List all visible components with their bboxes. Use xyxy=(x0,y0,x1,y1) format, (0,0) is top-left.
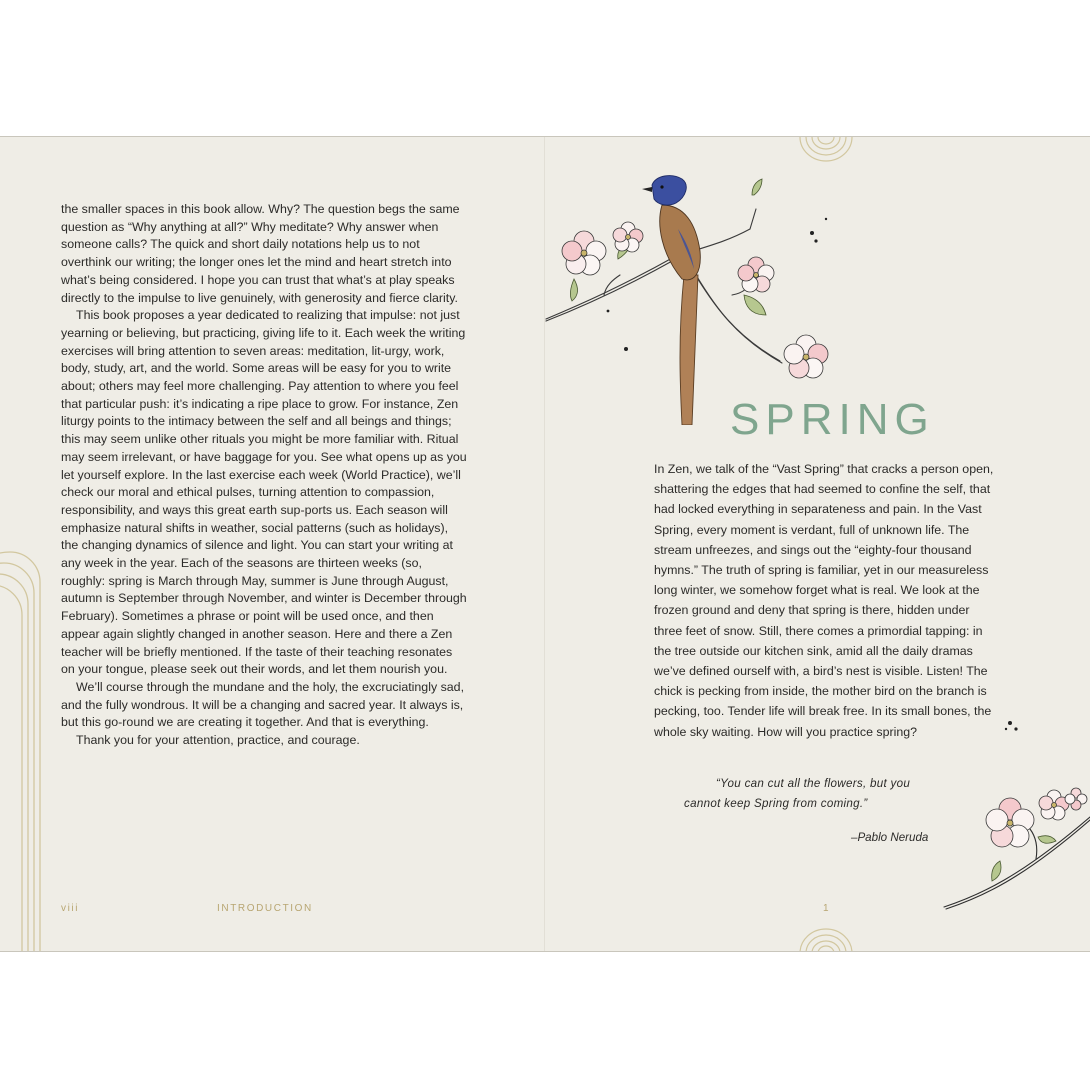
blossom-icon xyxy=(613,222,643,252)
bird-tail-icon xyxy=(680,275,698,425)
ink-dots-decoration xyxy=(1000,717,1030,757)
bird-body-icon xyxy=(660,205,701,280)
quote-attribution: –Pablo Neruda xyxy=(851,831,929,844)
epigraph-quote xyxy=(684,774,944,814)
right-page-body xyxy=(654,459,996,742)
leaf-icon xyxy=(570,279,577,301)
folio-page-number-left: viii xyxy=(61,903,80,914)
section-title: SPRING xyxy=(730,395,935,444)
arch-ornament-top xyxy=(798,137,854,163)
blossom-icon xyxy=(562,231,606,275)
leaf-icon xyxy=(992,861,1001,881)
blossom-icon xyxy=(738,257,774,292)
blossom-icon xyxy=(1039,790,1069,820)
arch-ornament-left xyxy=(0,532,42,952)
quote-line-1: “You can cut all the flowers, but you xyxy=(716,777,911,790)
left-page-body xyxy=(61,201,467,750)
bird-on-branch-illustration xyxy=(544,175,844,425)
leaf-icon xyxy=(752,179,762,195)
folio-running-head: INTRODUCTION xyxy=(217,903,313,914)
arch-ornament-bottom xyxy=(798,927,854,952)
blossom-branch-illustration xyxy=(940,787,1090,911)
quote-line-2: cannot keep Spring from coming.” xyxy=(684,797,868,810)
book-spread xyxy=(0,136,1090,952)
bird-head-icon xyxy=(652,176,686,205)
folio-page-number-right: 1 xyxy=(823,903,831,914)
blossom-icon xyxy=(784,335,828,378)
blossom-icon xyxy=(986,798,1034,847)
left-paragraph-2: This book proposes a year dedicated to realizing that impulse: not just yearning or believing, but practicing, giving life to it. Each week the writing exercises will bring attention to seven areas: meditation, lit-urgy, work, body, study, art, and the world. Some areas will be easy for you to write about; others may feel more challenging. Pay attention to where you feel that particular push: it’s indicating a ripe place to grow. For instance, Zen liturgy points to the intimacy between the self and all beings and things; this may seem unlike other rituals you might be more familiar with. Ritual may seem irrelevant, or have baggage for you. See what opens up as you let yourself explore. In the last exercise each week (World Practice), we’ll check our moral and ethical pulses, turning attention to compassion, responsibility, and ways this great earth sup-ports us. Each season will emphasize natural shifts in weather, social patterns (such as holidays), the changing dynamics of silence and light. You can start your writing at any week in the year. Each of the seasons are thirteen weeks (so, roughly: spring is March through May, summer is June through August, autumn is September through November, and winter is December through February). Sometimes a phrase or point will be used once, and then appear again slightly changed in another season. Here and there a Zen teacher will be briefly mentioned. If the taste of their teaching resonates on your tongue, please seek out their words, and let them nourish you. xyxy=(61,308,467,677)
left-paragraph-4: Thank you for your attention, practice, and courage. xyxy=(76,733,360,748)
right-paragraph: In Zen, we talk of the “Vast Spring” that cracks a person open, shattering the edges that had seemed to confine the self, that had locked everything in separateness and pain. In the Vast Spring, every moment is verdant, full of unknown life. The stream unfreezes, and sings out the “eighty-four thousand hymns.” The truth of spring is familiar, yet in our measureless long winter, we somehow forget what is real. We look at the frozen ground and deny that spring is there, hidden under three feet of snow. Still, there comes a primordial tapping: in the tree outside our kitchen sink, amid all the daily dramas we’ve defined ourself with, a bird’s nest is visible. Listen! The chick is pecking from inside, the mother bird on the branch is pecking, too. Tender life will break free. In its small bones, the whole sky waiting. How will you practice spring? xyxy=(654,462,994,739)
leaf-icon xyxy=(1038,836,1056,844)
leaf-icon xyxy=(744,295,766,315)
left-paragraph-3: We’ll course through the mundane and the holy, the excruciatingly sad, and the fully wondrous. It will be a changing and sacred year. It always is, but this go-round we are creating it together. And that is everything. xyxy=(61,679,465,730)
left-paragraph-1: the smaller spaces in this book allow. Why? The question begs the same question as “Why anything at all?” Why meditate? Why answer when someone calls? The quick and short daily notations help us to not overthink our writing; the longer ones let the mind and heart stretch into what’s being considered. I hope you can trust that what’s at play speaks directly to the impulse to live genuinely, with generosity and fierce clarity. xyxy=(61,202,460,305)
